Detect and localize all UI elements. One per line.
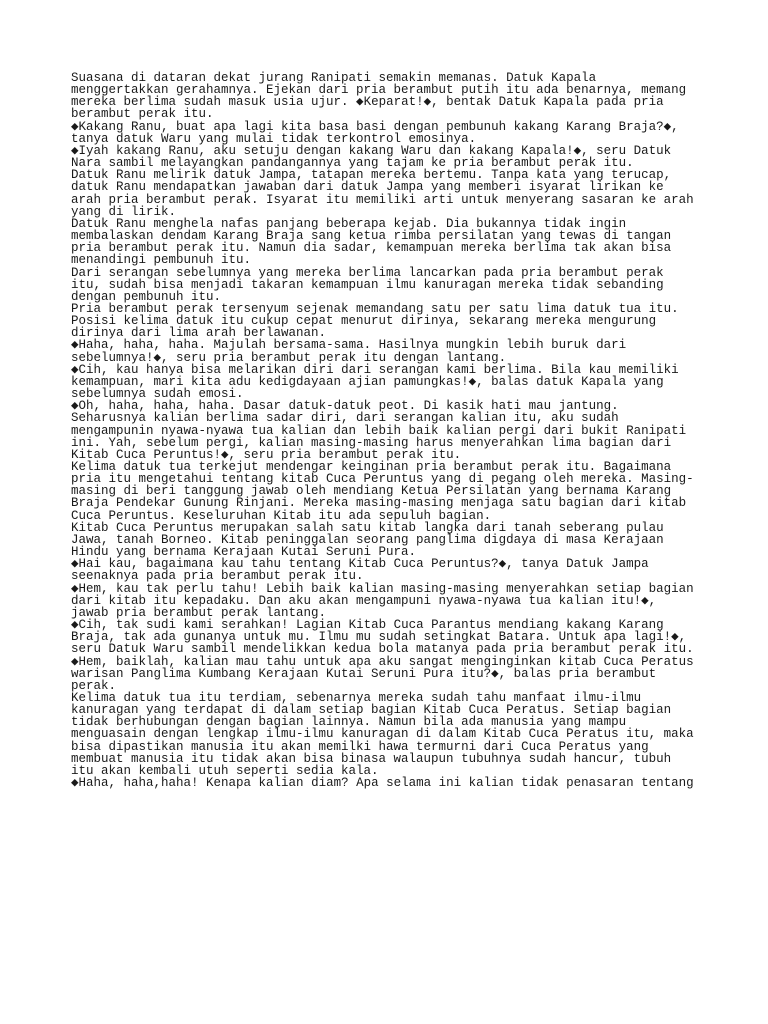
paragraph-7: Pria berambut perak tersenyum sejenak memandang satu per satu lima datuk tua itu. Posisi kelima datuk itu cukup cepat menurut dirinya, sekarang mereka mengurung dirinya dari lima arah berlawanan. — [71, 301, 679, 341]
paragraph-10: ◆Oh, haha, haha, haha. Dasar datuk-datuk peot. Di kasik hati mau jantung. Seharusnya kalian berlima sadar diri, dari serangan kalian itu, aku sudah mengampunin nyawa-nyawa tua kalian dan lebih baik kalian pergi dari bukit Ranipati ini. Yah, sebelum pergi, kalian masing-masing harus menyerahkan lima bagian dari Kitab Cuca Peruntus!◆, seru pria berambut perak itu. — [71, 399, 687, 462]
paragraph-9: ◆Cih, kau hanya bisa melarikan diri dari serangan kami berlima. Bila kau memiliki kemampuan, mari kita adu kedigdayaan ajian pamungkas!◆, balas datuk Kapala yang sebelumnya sudah emosi. — [71, 362, 679, 402]
paragraph-14: ◆Hem, kau tak perlu tahu! Lebih baik kalian masing-masing menyerahkan setiap bagian dari kitab itu kepadaku. Dan aku akan mengampuni nyawa-nyawa tua kalian itu!◆, jawab pria berambut perak lantang. — [71, 581, 694, 620]
paragraph-12: Kitab Cuca Peruntus merupakan salah satu kitab langka dari tanah seberang pulau Jawa, tanah Borneo. Kitab peninggalan seorang panglima digdaya di masa Kerajaan Hindu yang bernama Kerajaan Kutai Seruni Pura. — [71, 520, 664, 560]
paragraph-6: Dari serangan sebelumnya yang mereka berlima lancarkan pada pria berambut perak itu, sudah bisa menjadi takaran kemampuan ilmu kanuragan mereka tidak sebanding dengan pembunuh itu. — [71, 265, 664, 304]
paragraph-16: ◆Hem, baiklah, kalian mau tahu untuk apa aku sangat menginginkan kitab Cuca Peratus warisan Panglima Kumbang Kerajaan Kutai Seruni Pura itu?◆, balas pria berambut perak. — [71, 654, 694, 693]
paragraph-2: ◆Kakang Ranu, buat apa lagi kita basa basi dengan pembunuh kakang Karang Braja?◆, tanya datuk Waru yang mulai tidak terkontrol emosinya. — [71, 119, 679, 146]
paragraph-5: Datuk Ranu menghela nafas panjang beberapa kejab. Dia bukannya tidak ingin membalaskan dendam Karang Braja sang ketua rimba persilatan yang tewas di tangan pria berambut perak itu. Namun dia sadar, kemampuan mereka berlima tak akan bisa menandingi pembunuh itu. — [71, 216, 672, 268]
paragraph-13: ◆Hai kau, bagaimana kau tahu tentang Kitab Cuca Peruntus?◆, tanya Datuk Jampa seenaknya pada pria berambut perak itu. — [71, 557, 649, 584]
paragraph-17: Kelima datuk tua itu terdiam, sebenarnya mereka sudah tahu manfaat ilmu-ilmu kanuragan yang terdapat di dalam setiap bagian Kitab Cuca Peratus. Setiap bagian tidak berhubungan dengan bagian lainnya. Namun bila ada manusia yang mampu menguasain dengan lengkap ilmu-ilmu kanuragan di dalam Kitab Cuca Peratus itu, maka bisa dipastikan manusia itu akan memilki hawa termurni dari Cuca Peratus yang membuat manusia itu tidak akan bisa binasa walaupun tubuhnya sudah hancur, tubuh itu akan kembali utuh seperti sedia kala. — [71, 690, 694, 778]
paragraph-3: ◆Iyah kakang Ranu, aku setuju dengan kakang Waru dan kakang Kapala!◆, seru Datuk Nara sambil melayangkan pandangannya yang tajam ke pria berambut perak itu. — [71, 143, 672, 171]
paragraph-18: ◆Haha, haha,haha! Kenapa kalian diam? Apa selama ini kalian tidak penasaran tentang — [71, 776, 694, 791]
paragraph-1: Suasana di dataran dekat jurang Ranipati semakin memanas. Datuk Kapala menggertakkan gerahamnya. Ejekan dari pria berambut putih itu ada benarnya, memang mereka berlima sudah masuk usia ujur. ◆Keparat!◆, bentak Datuk Kapala pada pria berambut perak itu. — [71, 71, 687, 122]
document-page — [71, 72, 701, 789]
paragraph-8: ◆Haha, haha, haha. Majulah bersama-sama. Hasilnya mungkin lebih buruk dari sebelumnya!◆, seru pria berambut perak itu dengan lantang. — [71, 338, 627, 365]
paragraph-4: Datuk Ranu melirik datuk Jampa, tatapan mereka bertemu. Tanpa kata yang terucap, datuk Ranu mendapatkan jawaban dari datuk Jampa yang memberi isyarat lirikan ke arah pria berambut perak. Isyarat itu memiliki arti untuk menyerang sasaran ke arah yang di lirik. — [71, 168, 694, 219]
paragraph-11: Kelima datuk tua terkejut mendengar keinginan pria berambut perak itu. Bagaimana pria itu mengetahui tentang kitab Cuca Peruntus yang di pegang oleh mereka. Masing- masing di beri tanggung jawab oleh mendiang Ketua Persilatan yang bernama Karang Braja Pendekar Gunung Rinjani. Mereka masing-masing menjaga satu bagian dari kitab Cuca Peruntus. Keseluruhan Kitab itu ada sepuluh bagian. — [71, 460, 694, 523]
paragraph-15: ◆Cih, tak sudi kami serahkan! Lagian Kitab Cuca Parantus mendiang kakang Karang Braja, tak ada gunanya untuk mu. Ilmu mu sudah setingkat Batara. Untuk apa lagi!◆, seru Datuk Waru sambil mendelikkan kedua bola matanya pada pria berambut perak itu. — [71, 618, 694, 657]
